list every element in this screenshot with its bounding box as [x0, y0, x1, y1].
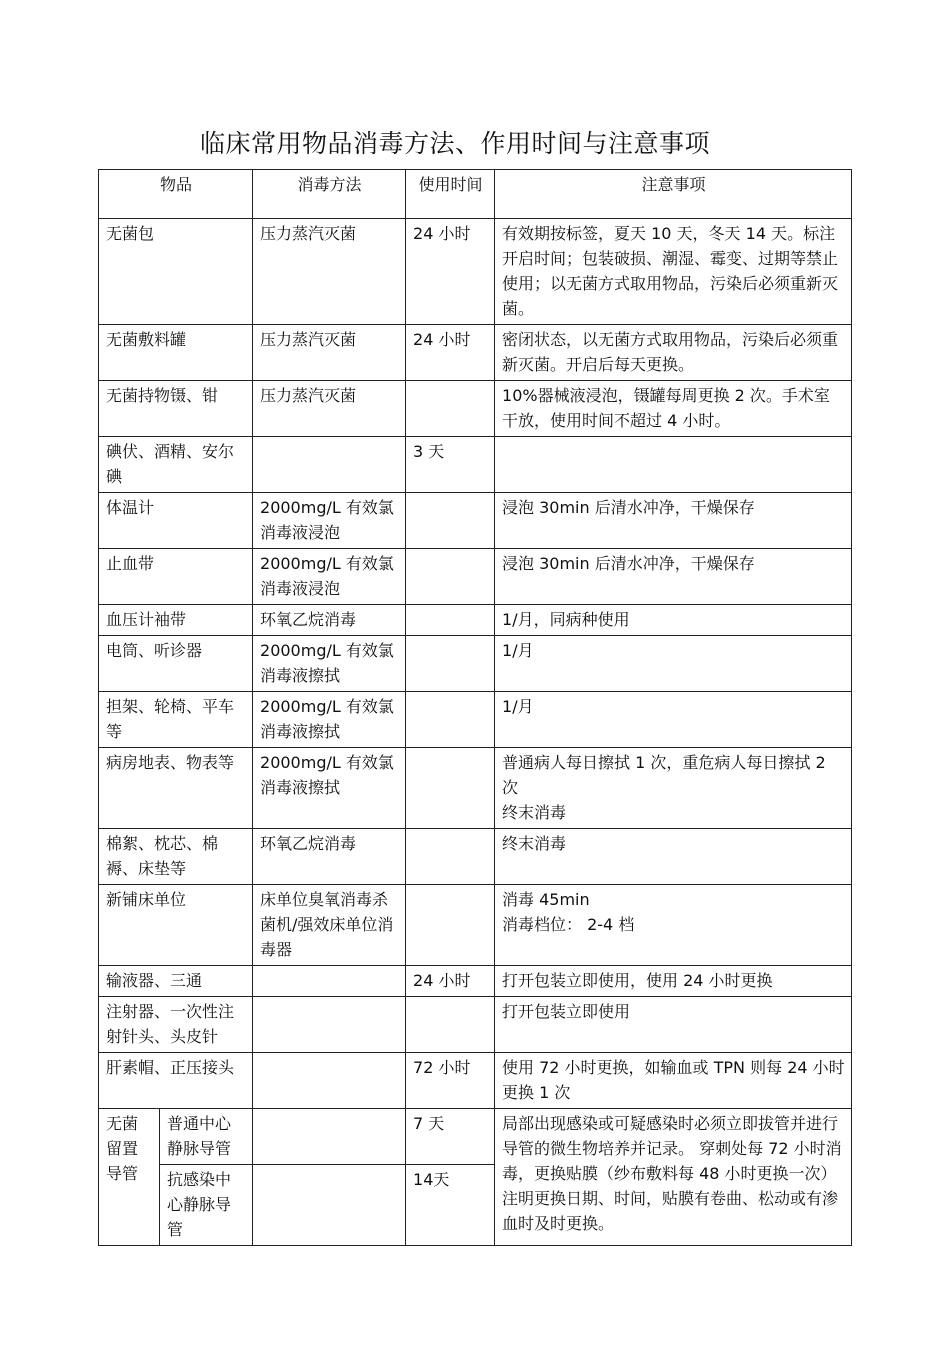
- notes-cell: [495, 748, 852, 829]
- header-notes: 注意事项: [495, 170, 852, 219]
- item-cell: 病房地表、物表等: [99, 748, 253, 829]
- notes-cell: 局部出现感染或可疑感染时必须立即拔管并进行导管的微生物培养并记录。 穿刺处每 72 小时消毒，更换贴膜（纱布敷料每 48 小时更换一次）注明更换日期、时间，贴膜有卷曲、松动或有渗血时及时更换。: [495, 1109, 852, 1246]
- item-cell: 体温计: [99, 493, 253, 549]
- method-cell: 2000mg/L 有效氯消毒液擦拭: [253, 636, 406, 692]
- note-line: 浸泡 30min 后清水冲净，干燥保存: [502, 498, 755, 517]
- note-line: 普通病人每日擦拭 1 次，重危病人每日擦拭 2 次: [502, 753, 826, 797]
- table-row: [99, 437, 852, 493]
- notes-cell: [495, 1053, 852, 1109]
- table-row: [99, 885, 852, 966]
- note-line: 消毒 45min: [502, 890, 590, 909]
- notes-cell: [495, 437, 852, 493]
- notes-cell: [495, 829, 852, 885]
- note-line: 打开包装立即使用: [502, 1002, 631, 1021]
- item-cell: 止血带: [99, 549, 253, 605]
- time-cell: [406, 748, 495, 829]
- note-line: 消毒档位： 2-4 档: [502, 915, 635, 934]
- header-method: 消毒方法: [253, 170, 406, 219]
- item-cell: 棉絮、枕芯、棉褥、床垫等: [99, 829, 253, 885]
- method-cell: [253, 1109, 406, 1165]
- note-line: 终末消毒: [502, 834, 567, 853]
- item-cell: 无菌敷料罐: [99, 325, 253, 381]
- method-cell: 2000mg/L 有效氯消毒液浸泡: [253, 493, 406, 549]
- notes-cell: [495, 605, 852, 636]
- table-row: [99, 748, 852, 829]
- notes-cell: [495, 219, 852, 325]
- method-cell: 2000mg/L 有效氯消毒液擦拭: [253, 748, 406, 829]
- notes-cell: [495, 381, 852, 437]
- time-cell: [406, 692, 495, 748]
- notes-cell: [495, 493, 852, 549]
- item-cell: 担架、轮椅、平车等: [99, 692, 253, 748]
- note-line: 密闭状态，以无菌方式取用物品，污染后必须重新灭菌。开启后每天更换。: [502, 330, 839, 374]
- time-cell: 24 小时: [406, 325, 495, 381]
- method-cell: [253, 1053, 406, 1109]
- notes-cell: [495, 325, 852, 381]
- item-cell: 无菌持物镊、钳: [99, 381, 253, 437]
- time-cell: 72 小时: [406, 1053, 495, 1109]
- note-line: 10%器械液浸泡，镊罐每周更换 2 次。手术室干放，使用时间不超过 4 小时。: [502, 386, 830, 430]
- notes-cell: [495, 692, 852, 748]
- time-cell: [406, 636, 495, 692]
- time-cell: 24 小时: [406, 219, 495, 325]
- header-item: 物品: [99, 170, 253, 219]
- page-title: 临床常用物品消毒方法、作用时间与注意事项: [199, 129, 710, 158]
- time-cell: [406, 605, 495, 636]
- table-row: [99, 549, 852, 605]
- table-row: [99, 1053, 852, 1109]
- catheter-sub-cell: 抗感染中心静脉导管: [160, 1165, 253, 1246]
- catheter-group-cell: 无菌留置导管: [99, 1109, 160, 1246]
- note-line: 使用 72 小时更换，如输血或 TPN 则每 24 小时更换 1 次: [502, 1058, 845, 1102]
- method-cell: [253, 997, 406, 1053]
- note-line: 1/月，同病种使用: [502, 610, 630, 629]
- method-cell: 2000mg/L 有效氯消毒液擦拭: [253, 692, 406, 748]
- item-cell: 注射器、一次性注射针头、头皮针: [99, 997, 253, 1053]
- table-row: [99, 381, 852, 437]
- header-time: 使用时间: [406, 170, 495, 219]
- method-cell: 环氧乙烷消毒: [253, 605, 406, 636]
- table-row: [99, 636, 852, 692]
- method-cell: 床单位臭氧消毒杀菌机/强效床单位消毒器: [253, 885, 406, 966]
- time-cell: 24 小时: [406, 966, 495, 997]
- notes-cell: [495, 885, 852, 966]
- method-cell: 2000mg/L 有效氯消毒液浸泡: [253, 549, 406, 605]
- table-row: [99, 1109, 852, 1165]
- note-line: 浸泡 30min 后清水冲净，干燥保存: [502, 554, 755, 573]
- notes-cell: [495, 966, 852, 997]
- time-cell: [406, 493, 495, 549]
- notes-cell: [495, 549, 852, 605]
- method-cell: 环氧乙烷消毒: [253, 829, 406, 885]
- note-line: 1/月: [502, 641, 534, 660]
- item-cell: 无菌包: [99, 219, 253, 325]
- note-line: 1/月: [502, 697, 534, 716]
- method-cell: [253, 966, 406, 997]
- time-cell: [406, 381, 495, 437]
- method-cell: [253, 437, 406, 493]
- item-cell: 新铺床单位: [99, 885, 253, 966]
- item-cell: 碘伏、酒精、安尔碘: [99, 437, 253, 493]
- method-cell: 压力蒸汽灭菌: [253, 381, 406, 437]
- item-cell: 电筒、听诊器: [99, 636, 253, 692]
- time-cell: 3 天: [406, 437, 495, 493]
- time-cell: [406, 829, 495, 885]
- disinfection-table: [98, 169, 852, 1246]
- time-cell: 7 天: [406, 1109, 495, 1165]
- notes-cell: [495, 997, 852, 1053]
- item-cell: 肝素帽、正压接头: [99, 1053, 253, 1109]
- time-cell: [406, 997, 495, 1053]
- method-cell: [253, 1165, 406, 1246]
- item-cell: 血压计袖带: [99, 605, 253, 636]
- time-cell: [406, 885, 495, 966]
- table-row: [99, 493, 852, 549]
- notes-cell: [495, 636, 852, 692]
- time-cell: [406, 549, 495, 605]
- table-row: [99, 997, 852, 1053]
- item-cell: 输液器、三通: [99, 966, 253, 997]
- note-line: 打开包装立即使用，使用 24 小时更换: [502, 971, 773, 990]
- table-row: [99, 692, 852, 748]
- note-line: 有效期按标签，夏天 10 天，冬天 14 天。标注开启时间；包装破损、潮湿、霉变、过期等禁止使用；以无菌方式取用物品，污染后必须重新灭菌。: [502, 224, 839, 318]
- method-cell: 压力蒸汽灭菌: [253, 325, 406, 381]
- table-row: [99, 605, 852, 636]
- table-row: [99, 829, 852, 885]
- note-line: 终末消毒: [502, 803, 567, 822]
- table-row: [99, 219, 852, 325]
- table-row: [99, 966, 852, 997]
- table-header-row: [99, 170, 852, 219]
- table-row: [99, 325, 852, 381]
- time-cell: 14天: [406, 1165, 495, 1246]
- catheter-sub-cell: 普通中心静脉导管: [160, 1109, 253, 1165]
- method-cell: 压力蒸汽灭菌: [253, 219, 406, 325]
